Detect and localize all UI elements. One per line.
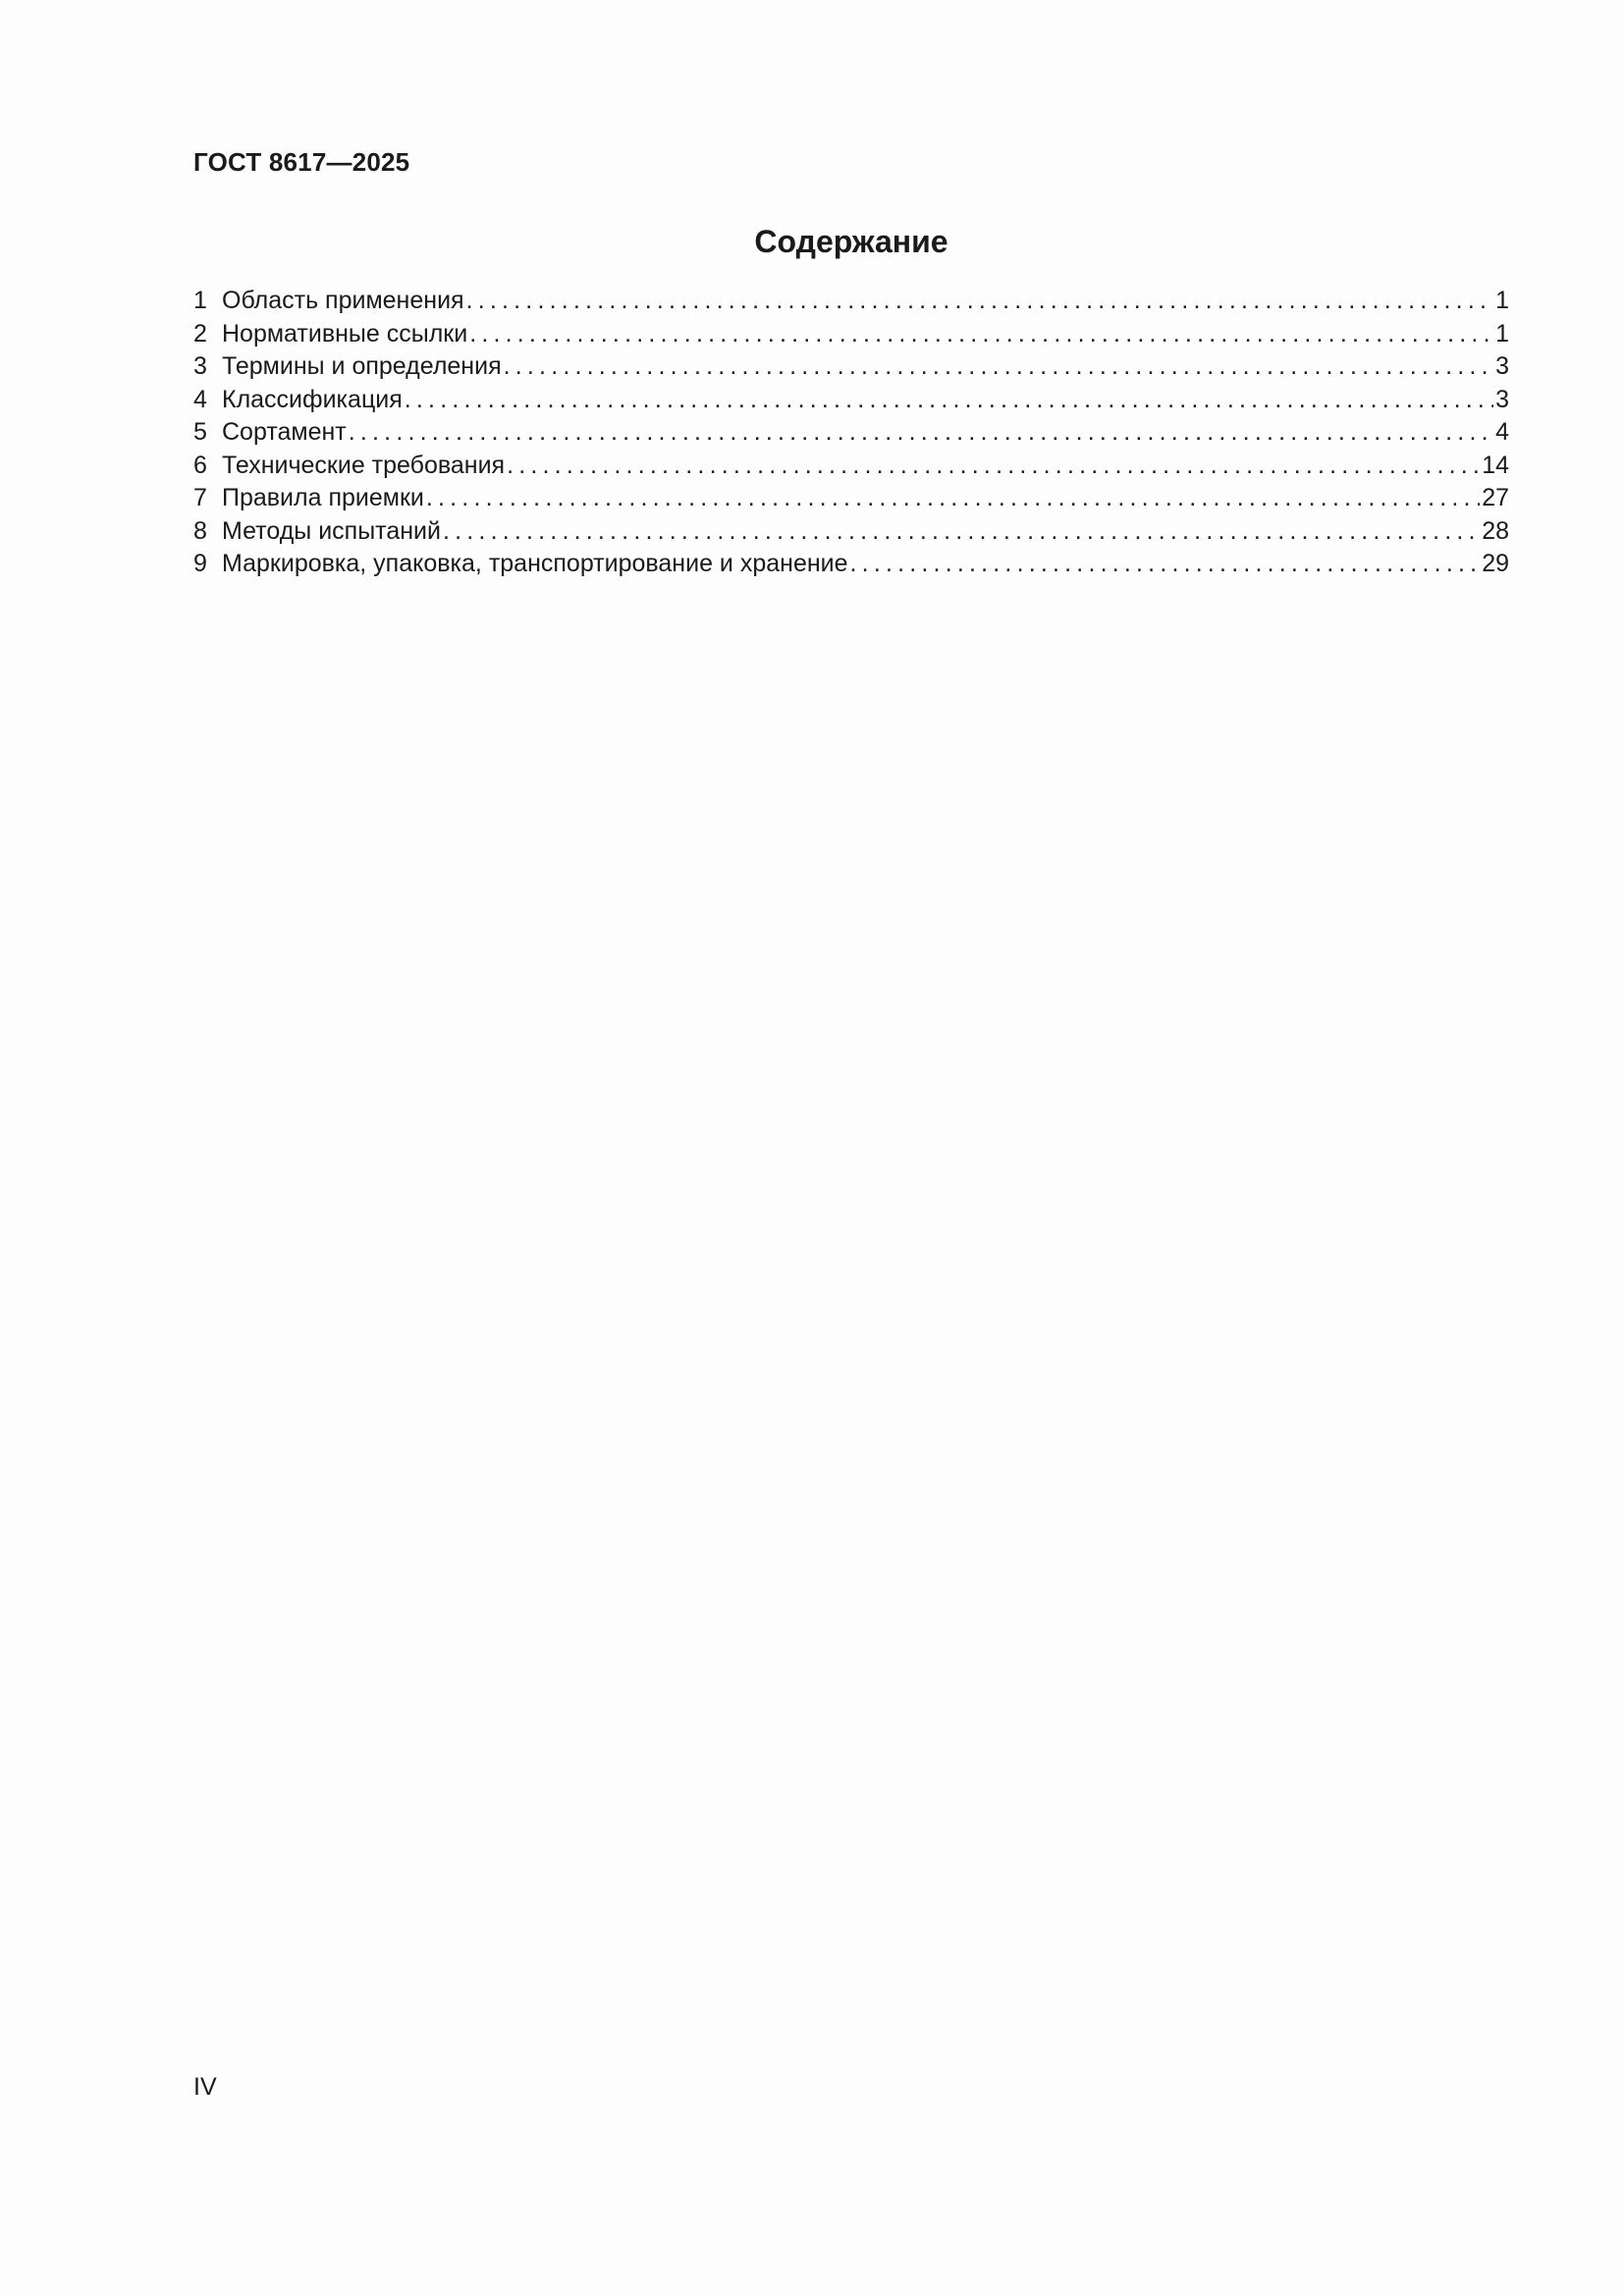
toc-item-page: 4 xyxy=(1495,418,1509,446)
toc-item-label: Технические требования xyxy=(222,451,506,479)
toc-item-5[interactable] xyxy=(193,416,1509,450)
toc-item-3[interactable] xyxy=(193,350,1509,384)
toc-dot-leader xyxy=(507,450,1480,483)
toc-item-6[interactable] xyxy=(193,450,1509,483)
toc-item-label: Область применения xyxy=(222,287,464,314)
table-of-contents xyxy=(193,285,1509,581)
toc-item-number: 7 xyxy=(193,484,207,511)
toc-item-number: 8 xyxy=(193,516,207,545)
toc-item-number: 2 xyxy=(193,319,207,347)
toc-item-number: 6 xyxy=(193,451,207,479)
toc-item-1[interactable] xyxy=(193,285,1509,318)
toc-item-page: 1 xyxy=(1495,319,1509,347)
toc-dot-leader xyxy=(426,482,1480,515)
toc-dot-leader xyxy=(349,416,1493,450)
page-number: IV xyxy=(193,2073,217,2101)
toc-item-number: 9 xyxy=(193,550,207,577)
toc-item-4[interactable] xyxy=(193,384,1509,417)
toc-title: Содержание xyxy=(754,224,948,259)
toc-item-8[interactable] xyxy=(193,515,1509,549)
toc-dot-leader xyxy=(469,318,1493,351)
toc-item-number: 4 xyxy=(193,385,207,413)
toc-item-page: 28 xyxy=(1482,516,1509,545)
toc-item-number: 3 xyxy=(193,352,207,380)
toc-dot-leader xyxy=(466,285,1494,318)
toc-item-label: Правила приемки xyxy=(222,484,424,511)
toc-item-label: Термины и определения xyxy=(222,352,502,380)
toc-item-2[interactable] xyxy=(193,318,1509,351)
toc-dot-leader xyxy=(405,384,1493,417)
toc-item-page: 1 xyxy=(1495,287,1509,314)
toc-item-page: 3 xyxy=(1495,352,1509,380)
toc-item-page: 14 xyxy=(1482,451,1509,479)
toc-item-9[interactable] xyxy=(193,548,1509,581)
toc-item-label: Методы испытаний xyxy=(222,516,441,545)
toc-item-label: Сортамент xyxy=(222,418,347,446)
toc-item-7[interactable] xyxy=(193,482,1509,515)
toc-item-page: 3 xyxy=(1495,385,1509,413)
toc-dot-leader xyxy=(850,548,1481,581)
toc-item-label: Классификация xyxy=(222,385,403,413)
toc-item-number: 5 xyxy=(193,418,207,446)
document-code: ГОСТ 8617—2025 xyxy=(193,147,410,177)
toc-item-label: Маркировка, упаковка, транспортирование и хранение xyxy=(222,550,848,577)
toc-dot-leader xyxy=(504,350,1493,384)
toc-dot-leader xyxy=(443,515,1480,549)
toc-item-number: 1 xyxy=(193,287,207,314)
toc-item-page: 29 xyxy=(1482,550,1509,577)
toc-item-page: 27 xyxy=(1482,484,1509,511)
toc-item-label: Нормативные ссылки xyxy=(222,319,468,347)
